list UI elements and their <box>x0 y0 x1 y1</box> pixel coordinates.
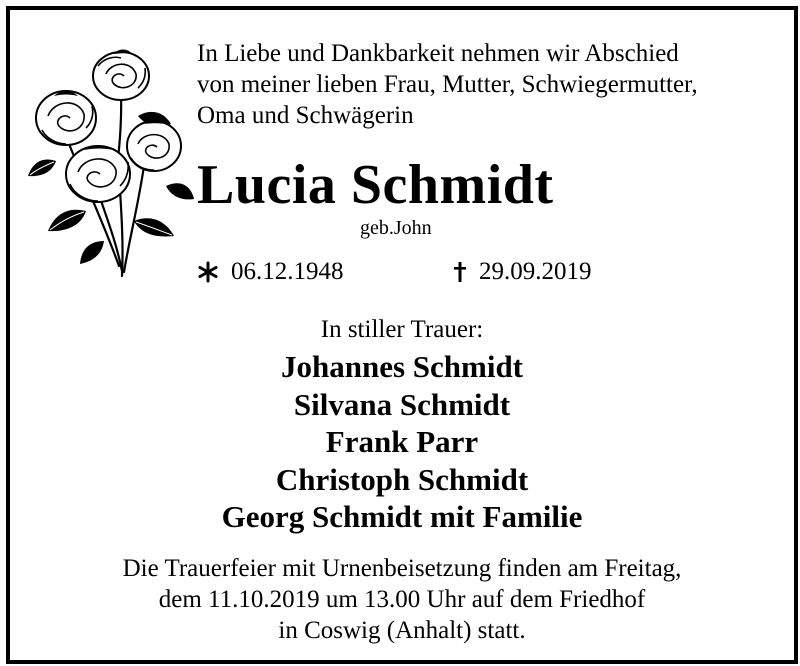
intro-text <box>197 38 787 131</box>
death-date: 29.09.2019 <box>479 258 592 285</box>
mourner-name: Christoph Schmidt <box>275 461 529 497</box>
cross-icon <box>453 261 467 283</box>
mourner-name: Silvana Schmidt <box>293 386 511 422</box>
obituary-notice <box>6 6 798 664</box>
service-line: dem 11.10.2019 um 13.00 Uhr auf dem Friedhof <box>158 586 646 613</box>
intro-line: In Liebe und Dankbarkeit nehmen wir Abschied <box>197 40 679 67</box>
mourning-label: In stiller Trauer: <box>320 316 484 343</box>
birth-date-row <box>197 256 344 288</box>
intro-line: von meiner lieben Frau, Mutter, Schwiegermutter, <box>197 71 698 98</box>
roses-illustration-icon <box>26 36 196 281</box>
birth-date: 06.12.1948 <box>231 258 344 285</box>
service-line: in Coswig (Anhalt) statt. <box>278 617 526 644</box>
mourner-name: Georg Schmidt mit Familie <box>221 499 583 534</box>
birth-star-icon <box>197 261 219 283</box>
deceased-name: Lucia Schmidt <box>197 154 554 216</box>
maiden-name: geb.John <box>360 217 432 239</box>
mourners-list <box>10 348 794 536</box>
funeral-service-info <box>10 553 794 646</box>
service-line: Die Trauerfeier mit Urnenbeisetzung finden am Freitag, <box>122 555 682 582</box>
intro-line: Oma und Schwägerin <box>197 102 414 129</box>
mourner-name: Frank Parr <box>325 424 479 459</box>
death-date-row <box>453 256 592 288</box>
mourner-name: Johannes Schmidt <box>280 349 524 384</box>
